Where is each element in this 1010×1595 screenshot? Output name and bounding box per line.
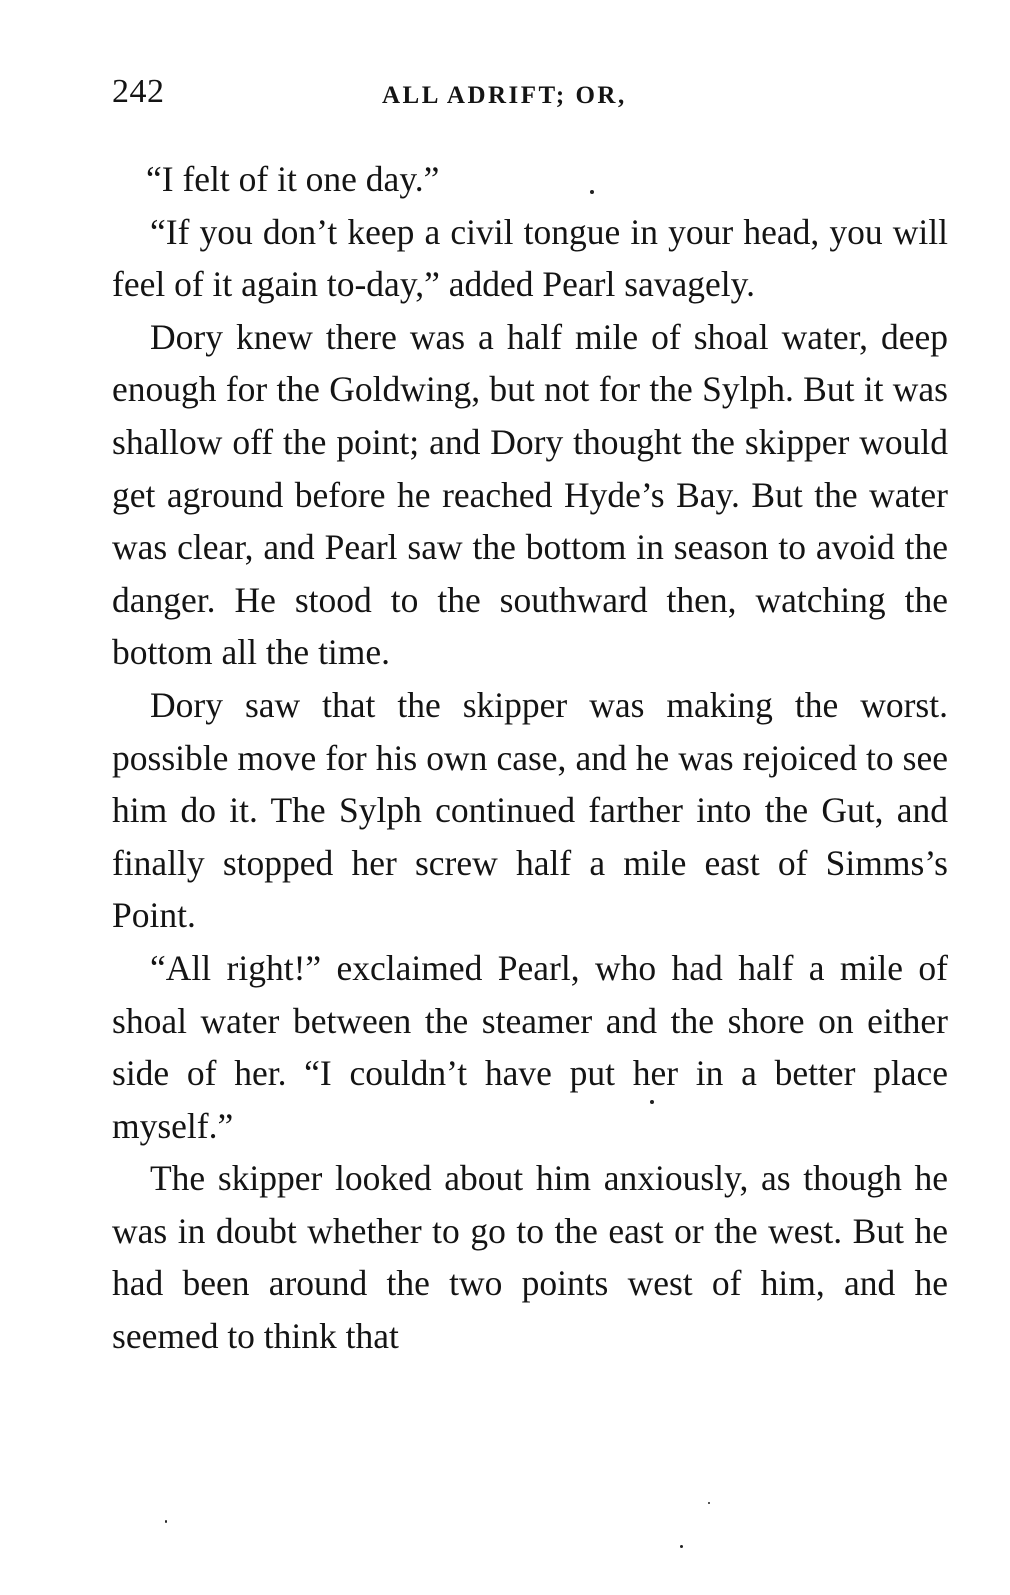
paragraph-6: The skipper looked about him anxiously, as though he was in doubt whether to go to the east or the west. But he had been around the two points west of him, and he seemed to think that (112, 1158, 948, 1357)
paragraph-1: “I felt of it one day.” (146, 159, 440, 199)
page-number: 242 (112, 73, 165, 110)
print-speck (590, 190, 594, 194)
paragraph-3: Dory knew there was a half mile of shoal water, deep enough for the Goldwing, but not for the Sylph. But it was shallow off the point; and Dory thought the skipper would get aground before he reached Hyde’s Bay. But the water was clear, and Pearl saw the bottom in season to avoid the danger. He stood to the southward then, watching the bottom all the time. (112, 316, 948, 673)
paragraph-5: “All right!” exclaimed Pearl, who had half a mile of shoal water between the steamer and the shore on either side of her. “I couldn’t have put her in a better place myself.” (112, 947, 948, 1146)
paragraph-4: Dory saw that the skipper was making the worst. possible move for his own case, and he was rejoiced to see him do it. The Sylph continued farther into the Gut, and finally stopped her screw half a mile east of Simms’s Point. (112, 684, 948, 936)
running-title: ALL ADRIFT; OR, (382, 82, 627, 109)
print-speck (165, 1520, 167, 1523)
paragraph-2: “If you don’t keep a civil tongue in your head, you will feel of it again to-day,” added Pearl savagely. (112, 211, 948, 305)
print-speck (708, 1502, 710, 1504)
running-head (112, 72, 948, 112)
body-text (112, 153, 948, 1363)
print-speck (650, 1100, 654, 1104)
print-speck (680, 1545, 683, 1548)
